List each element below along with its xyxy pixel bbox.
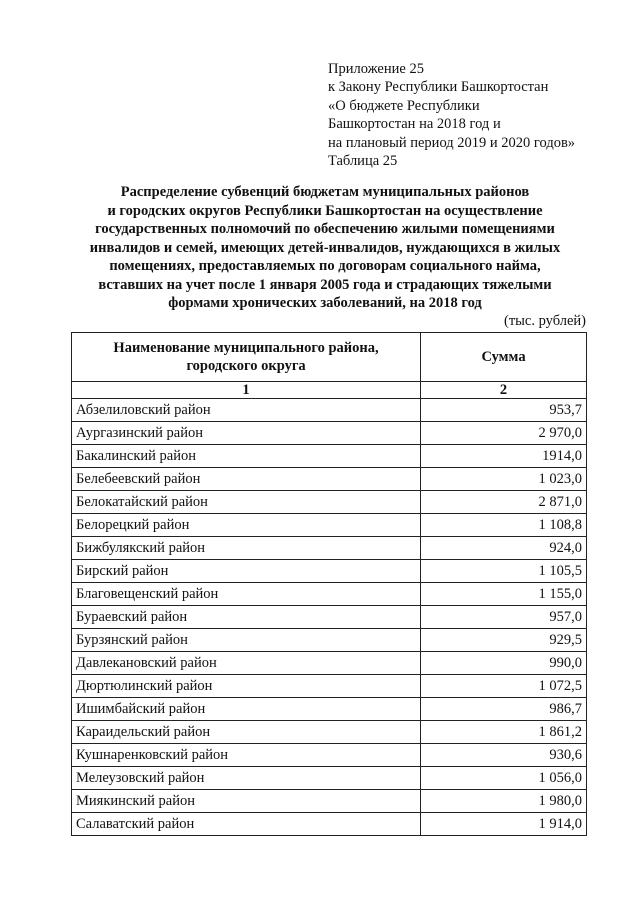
subsidy-amount: 1 105,5 [421,560,587,583]
table-row [72,698,587,721]
table-row [72,629,587,652]
column-number-row [72,382,587,399]
table-row [72,767,587,790]
table-row [72,560,587,583]
subsidy-amount: 1 072,5 [421,675,587,698]
table-row [72,445,587,468]
district-name: Салаватский район [72,813,421,836]
header-sum: Сумма [421,333,587,382]
table-row [72,744,587,767]
document-title [60,183,590,313]
header-name-line2: городского округа [186,358,306,374]
title-line: вставших на учет после 1 января 2005 года и страдающих тяжелыми [98,276,552,293]
district-name: Благовещенский район [72,583,421,606]
appendix-line: Таблица 25 [328,153,398,170]
district-name: Бураевский район [72,606,421,629]
appendix-reference [328,60,628,170]
table-header-row [72,333,587,382]
subsidy-table [71,332,587,836]
table-body [72,399,587,836]
appendix-line: Приложение 25 [328,61,424,77]
district-name: Ишимбайский район [72,698,421,721]
table-row [72,652,587,675]
table-row [72,514,587,537]
district-name: Бижбулякский район [72,537,421,560]
subsidy-amount: 1914,0 [421,445,587,468]
subsidy-amount: 957,0 [421,606,587,629]
district-name: Миякинский район [72,790,421,813]
table-row [72,790,587,813]
subsidy-amount: 990,0 [421,652,587,675]
units-label: (тыс. рублей) [504,313,586,329]
subsidy-amount: 930,6 [421,744,587,767]
district-name: Кушнаренковский район [72,744,421,767]
subsidy-amount: 929,5 [421,629,587,652]
title-line: формами хронических заболеваний, на 2018 год [168,295,482,311]
subsidy-amount: 1 914,0 [421,813,587,836]
district-name: Абзелиловский район [72,399,421,422]
district-name: Караидельский район [72,721,421,744]
appendix-line: Башкортостан на 2018 год и [328,116,501,133]
subsidy-amount: 1 980,0 [421,790,587,813]
table-row [72,606,587,629]
subsidy-amount: 924,0 [421,537,587,560]
subsidy-amount: 953,7 [421,399,587,422]
subsidy-amount: 1 056,0 [421,767,587,790]
district-name: Бакалинский район [72,445,421,468]
appendix-line: «О бюджете Республики [328,97,480,114]
table-row [72,468,587,491]
table-row [72,537,587,560]
district-name: Белебеевский район [72,468,421,491]
subsidy-amount: 986,7 [421,698,587,721]
district-name: Белокатайский район [72,491,421,514]
header-name-line1: Наименование муниципального района, [113,340,379,356]
district-name: Мелеузовский район [72,767,421,790]
header-name [72,333,421,382]
subsidy-amount: 1 861,2 [421,721,587,744]
table-row [72,399,587,422]
subsidy-amount: 1 108,8 [421,514,587,537]
title-line: помещениях, предоставляемых по договорам социального найма, [109,258,541,274]
district-name: Бирский район [72,560,421,583]
table-row [72,813,587,836]
appendix-line: на плановый период 2019 и 2020 годов» [328,134,576,151]
appendix-line: к Закону Республики Башкортостан [328,79,549,96]
subsidy-amount: 1 155,0 [421,583,587,606]
table-row [72,675,587,698]
table-row [72,721,587,744]
table-row [72,583,587,606]
district-name: Бурзянский район [72,629,421,652]
subsidy-amount: 2 871,0 [421,491,587,514]
district-name: Аургазинский район [72,422,421,445]
subsidy-amount: 2 970,0 [421,422,587,445]
title-line: и городских округов Республики Башкортостан на осуществление [107,202,543,219]
table-row [72,491,587,514]
column-number-2: 2 [421,382,587,399]
title-line: инвалидов и семей, имеющих детей-инвалидов, нуждающихся в жилых [89,239,561,256]
district-name: Дюртюлинский район [72,675,421,698]
title-line: Распределение субвенций бюджетам муниципальных районов [120,184,530,200]
subsidy-amount: 1 023,0 [421,468,587,491]
title-line: государственных полномочий по обеспечению жилыми помещениями [95,221,555,237]
table-row [72,422,587,445]
district-name: Давлекановский район [72,652,421,675]
district-name: Белорецкий район [72,514,421,537]
column-number-1: 1 [72,382,421,399]
